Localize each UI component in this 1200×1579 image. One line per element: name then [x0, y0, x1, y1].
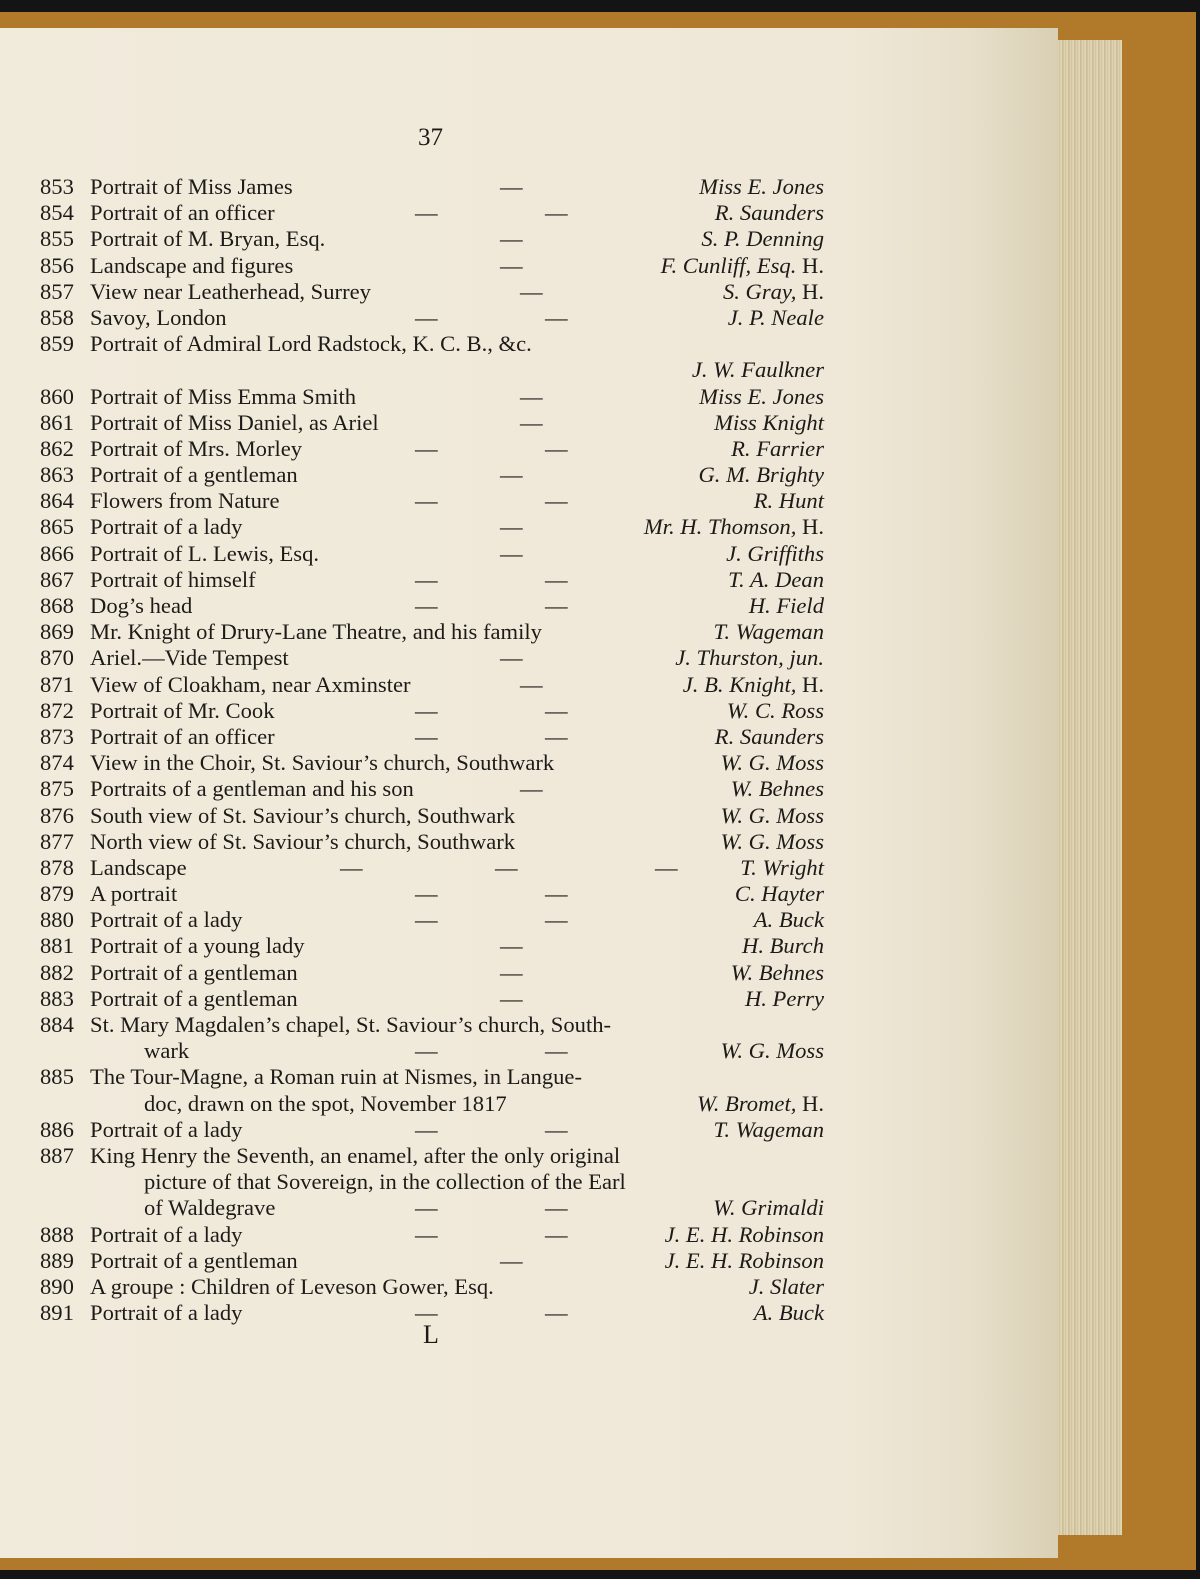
- entry-title: View of Cloakham, near Axminster: [90, 671, 411, 697]
- entry-number: 854: [40, 200, 74, 226]
- dash-separator: —: [545, 1116, 568, 1142]
- entry-title: Portrait of L. Lewis, Esq.: [90, 540, 320, 566]
- dash-separator: —: [500, 985, 523, 1011]
- dash-separator: —: [545, 1300, 568, 1326]
- dash-separator: —: [500, 174, 523, 199]
- entry-number: 871: [40, 671, 74, 697]
- entry-number: 883: [40, 985, 74, 1011]
- artist-name: W. Bromet,: [697, 1090, 797, 1116]
- entry-artist: [715, 200, 824, 226]
- entry-artist: [697, 1091, 824, 1117]
- artist-name: H. Perry: [744, 985, 824, 1011]
- dash-separator: —: [520, 671, 543, 697]
- entry-artist: [714, 1117, 824, 1143]
- catalogue-entry: [0, 279, 1058, 305]
- catalogue-entry: [0, 488, 1058, 514]
- dash-separator: —: [545, 1195, 568, 1221]
- entry-title: Portrait of a gentleman: [90, 959, 298, 985]
- entry-title: Portrait of a lady: [90, 1116, 243, 1142]
- entry-title: Portrait of a lady: [90, 907, 243, 933]
- artist-name: A. Buck: [753, 907, 824, 933]
- dash-separator: —: [495, 854, 518, 880]
- artist-name: J. B. Knight,: [682, 671, 797, 697]
- dash-separator: —: [415, 488, 438, 514]
- catalogue-entry: [0, 1300, 1058, 1326]
- entry-title: Savoy, London: [90, 304, 227, 330]
- entry-title: of Waldegrave: [144, 1195, 276, 1221]
- dash-separator: —: [415, 593, 438, 618]
- catalogue-entry: [0, 750, 1058, 776]
- entry-number: 873: [40, 723, 74, 749]
- dash-separator: —: [415, 304, 438, 330]
- dash-separator: —: [415, 1300, 438, 1326]
- entry-number: 877: [40, 828, 74, 854]
- catalogue-entry: [0, 829, 1058, 855]
- entry-title: Portraits of a gentleman and his son: [90, 776, 414, 802]
- dash-separator: —: [520, 409, 543, 435]
- entry-number: 859: [40, 331, 74, 357]
- artist-name: H. Burch: [742, 933, 824, 959]
- entry-title: North view of St. Saviour’s church, Southwark: [90, 828, 516, 854]
- entry-artist: [699, 174, 824, 200]
- signature-mark: L: [423, 1320, 439, 1349]
- catalogue-entry: [0, 1012, 1058, 1038]
- entry-artist: [723, 279, 824, 305]
- dash-separator: —: [520, 278, 543, 304]
- catalogue-entry: [0, 331, 1058, 357]
- catalogue-entry: [0, 567, 1058, 593]
- entry-title: Mr. Knight of Drury-Lane Theatre, and his family: [90, 619, 542, 645]
- entry-title: Portrait of Miss Emma Smith: [90, 383, 357, 409]
- entry-number: 887: [40, 1142, 74, 1168]
- artist-name: J. Slater: [748, 1273, 824, 1299]
- artist-name: T. Wright: [740, 854, 824, 880]
- entry-number: 885: [40, 1064, 74, 1090]
- entry-title: Portrait of M. Bryan, Esq.: [90, 226, 326, 252]
- catalogue-entry: [0, 541, 1058, 567]
- entry-number: 890: [40, 1273, 74, 1299]
- entry-artist: [698, 462, 824, 488]
- entry-title: Portrait of a young lady: [90, 933, 305, 959]
- entry-artist: [701, 226, 824, 252]
- catalogue-entry: [0, 462, 1058, 488]
- entry-number: 853: [40, 174, 74, 199]
- artist-name: J. Thurston, jun.: [675, 645, 824, 671]
- entry-artist: [714, 410, 824, 436]
- catalogue-entry: [0, 803, 1058, 829]
- entry-number: 866: [40, 540, 74, 566]
- catalogue-entry: [0, 1274, 1058, 1300]
- artist-name: J. E. H. Robinson: [664, 1221, 824, 1247]
- catalogue-entry: [0, 1195, 1058, 1221]
- entry-artist: [665, 1222, 824, 1248]
- catalogue-entry: [0, 514, 1058, 540]
- dash-separator: —: [545, 1038, 568, 1064]
- catalogue-entry: [0, 410, 1058, 436]
- catalogue-entry: [0, 593, 1058, 619]
- catalogue-entry: [0, 1117, 1058, 1143]
- catalogue-entry: [0, 619, 1058, 645]
- dash-separator: —: [545, 907, 568, 933]
- entry-title: Ariel.—Vide Tempest: [90, 645, 289, 671]
- entry-number: 875: [40, 776, 74, 802]
- catalogue-entry: [0, 672, 1058, 698]
- artist-name: W. Behnes: [730, 959, 824, 985]
- entry-title: Landscape: [90, 854, 187, 880]
- entry-number: 889: [40, 1247, 74, 1273]
- entry-title: Portrait of Miss James: [90, 174, 293, 199]
- artist-name: Miss E. Jones: [699, 174, 824, 199]
- entry-number: 857: [40, 278, 74, 304]
- artist-name: S. Gray,: [722, 278, 797, 304]
- catalogue-entry: [0, 724, 1058, 750]
- artist-name: J. W. Faulkner: [691, 357, 824, 383]
- entry-title: Portrait of Mr. Cook: [90, 697, 275, 723]
- entry-number: 882: [40, 959, 74, 985]
- entry-title: Portrait of Mrs. Morley: [90, 435, 303, 461]
- dash-separator: —: [500, 252, 523, 278]
- artist-name: W. G. Moss: [720, 1038, 824, 1064]
- dash-separator: —: [415, 697, 438, 723]
- entry-title: picture of that Sovereign, in the collection of the Earl: [144, 1169, 626, 1195]
- entry-artist: [731, 960, 824, 986]
- dash-separator: —: [520, 383, 543, 409]
- catalogue-list: [0, 174, 1058, 1326]
- catalogue-entry: [0, 855, 1058, 881]
- artist-name: T. A. Dean: [728, 566, 824, 592]
- entry-number: 863: [40, 462, 74, 488]
- dash-separator: —: [415, 1038, 438, 1064]
- entry-title: View near Leatherhead, Surrey: [90, 278, 371, 304]
- entry-number: 888: [40, 1221, 74, 1247]
- entry-artist: [683, 672, 824, 698]
- dash-separator: —: [415, 435, 438, 461]
- catalogue-entry: [0, 305, 1058, 331]
- dash-separator: —: [500, 645, 523, 671]
- catalogue-entry: [0, 174, 1058, 200]
- entry-artist: [721, 750, 824, 776]
- entry-title: A groupe : Children of Leveson Gower, Esq.: [90, 1273, 494, 1299]
- dash-separator: —: [500, 933, 523, 959]
- entry-number: 879: [40, 881, 74, 907]
- entry-number: 874: [40, 750, 74, 776]
- artist-name: G. M. Brighty: [698, 462, 824, 488]
- catalogue-entry: [0, 384, 1058, 410]
- catalogue-entry: [0, 1169, 1058, 1195]
- dash-separator: —: [415, 566, 438, 592]
- entry-artist: [721, 1038, 824, 1064]
- catalogue-entry: [0, 776, 1058, 802]
- dash-separator: —: [545, 697, 568, 723]
- entry-artist: [692, 357, 824, 383]
- entry-title: Portrait of a lady: [90, 1221, 243, 1247]
- entry-title: Portrait of an officer: [90, 200, 275, 226]
- entry-title: Portrait of Miss Daniel, as Ariel: [90, 409, 379, 435]
- catalogue-entry: [0, 1064, 1058, 1090]
- entry-number: 881: [40, 933, 74, 959]
- dash-separator: —: [545, 488, 568, 514]
- entry-title: Portrait of a lady: [90, 514, 243, 540]
- dash-separator: —: [500, 462, 523, 488]
- entry-artist: [731, 436, 824, 462]
- entry-number: 864: [40, 488, 74, 514]
- entry-title: Flowers from Nature: [90, 488, 280, 514]
- catalogue-entry: [0, 1038, 1058, 1064]
- entry-artist: [721, 829, 824, 855]
- entry-title: Portrait of a gentleman: [90, 462, 298, 488]
- dash-separator: —: [655, 854, 678, 880]
- catalogue-entry: [0, 960, 1058, 986]
- dash-separator: —: [415, 881, 438, 907]
- catalogue-entry: [0, 645, 1058, 671]
- entry-artist: [661, 253, 824, 279]
- entry-title: South view of St. Saviour’s church, Southwark: [90, 802, 516, 828]
- artist-name: R. Saunders: [714, 723, 824, 749]
- catalogue-entry: [0, 1143, 1058, 1169]
- entry-number: 884: [40, 1012, 74, 1037]
- dash-separator: —: [545, 723, 568, 749]
- artist-name: W. Grimaldi: [713, 1195, 824, 1221]
- honorary-mark: H.: [802, 1090, 824, 1116]
- entry-title: Landscape and figures: [90, 252, 294, 278]
- entry-artist: [745, 986, 824, 1012]
- dash-separator: —: [500, 1247, 523, 1273]
- honorary-mark: H.: [802, 671, 824, 697]
- entry-artist: [699, 384, 824, 410]
- artist-name: T. Wageman: [713, 1116, 824, 1142]
- dash-separator: —: [545, 200, 568, 226]
- entry-artist: [728, 567, 824, 593]
- entry-title: Dog’s head: [90, 593, 193, 618]
- dash-separator: —: [500, 540, 523, 566]
- entry-artist: [749, 1274, 824, 1300]
- entry-artist: [713, 1195, 824, 1221]
- catalogue-entry: [0, 357, 1058, 383]
- catalogue-entry: [0, 698, 1058, 724]
- entry-title: Portrait of Admiral Lord Radstock, K. C. B., &c.: [90, 331, 532, 357]
- dash-separator: —: [415, 907, 438, 933]
- entry-artist: [721, 803, 824, 829]
- dash-separator: —: [500, 226, 523, 252]
- entry-title: King Henry the Seventh, an enamel, after the only original: [90, 1142, 621, 1168]
- artist-name: J. P. Neale: [727, 304, 824, 330]
- entry-number: 861: [40, 409, 74, 435]
- entry-number: 860: [40, 383, 74, 409]
- dash-separator: —: [415, 1221, 438, 1247]
- entry-artist: [749, 593, 824, 619]
- page-number: 37: [418, 124, 443, 151]
- entry-artist: [726, 541, 824, 567]
- entry-number: 878: [40, 854, 74, 880]
- catalogue-entry: [0, 933, 1058, 959]
- entry-artist: [754, 488, 824, 514]
- entry-number: 880: [40, 907, 74, 933]
- entry-title: St. Mary Magdalen’s chapel, St. Saviour’s church, South-: [90, 1012, 612, 1037]
- entry-number: 867: [40, 566, 74, 592]
- dash-separator: —: [545, 435, 568, 461]
- catalogue-entry: [0, 200, 1058, 226]
- entry-title: A portrait: [90, 881, 178, 907]
- dash-separator: —: [545, 881, 568, 907]
- entry-artist: [665, 1248, 824, 1274]
- catalogue-entry: [0, 1248, 1058, 1274]
- artist-name: Miss Knight: [714, 409, 824, 435]
- artist-name: W. G. Moss: [720, 802, 824, 828]
- artist-name: Miss E. Jones: [699, 383, 824, 409]
- entry-title: Portrait of an officer: [90, 723, 275, 749]
- entry-number: 865: [40, 514, 74, 540]
- artist-name: H. Field: [748, 593, 824, 618]
- artist-name: T. Wageman: [713, 619, 824, 645]
- artist-name: W. G. Moss: [720, 828, 824, 854]
- dash-separator: —: [415, 200, 438, 226]
- entry-artist: [715, 724, 824, 750]
- entry-title: The Tour-Magne, a Roman ruin at Nismes, in Langue-: [90, 1064, 582, 1090]
- dash-separator: —: [545, 566, 568, 592]
- artist-name: W. G. Moss: [720, 750, 824, 776]
- catalogue-page: [0, 28, 1058, 1558]
- dash-separator: —: [545, 1221, 568, 1247]
- dash-separator: —: [415, 1195, 438, 1221]
- dash-separator: —: [340, 854, 363, 880]
- catalogue-entry: [0, 226, 1058, 252]
- dash-separator: —: [500, 959, 523, 985]
- catalogue-entry: [0, 881, 1058, 907]
- entry-number: 870: [40, 645, 74, 671]
- entry-artist: [754, 907, 824, 933]
- honorary-mark: H.: [802, 278, 824, 304]
- entry-artist: [754, 1300, 824, 1326]
- catalogue-entry: [0, 253, 1058, 279]
- entry-artist: [727, 698, 824, 724]
- entry-artist: [675, 645, 824, 671]
- entry-number: 869: [40, 619, 74, 645]
- entry-title: Portrait of a gentleman: [90, 1247, 298, 1273]
- entry-number: 876: [40, 802, 74, 828]
- catalogue-entry: [0, 1091, 1058, 1117]
- entry-artist: [714, 619, 824, 645]
- artist-name: J. Griffiths: [726, 540, 824, 566]
- artist-name: F. Cunliff, Esq.: [660, 252, 797, 278]
- entry-artist: [728, 305, 824, 331]
- entry-title: wark: [144, 1038, 190, 1064]
- entry-title: Portrait of a lady: [90, 1300, 243, 1326]
- dash-separator: —: [545, 304, 568, 330]
- honorary-mark: H.: [802, 514, 824, 540]
- dash-separator: —: [520, 776, 543, 802]
- artist-name: R. Saunders: [714, 200, 824, 226]
- catalogue-entry: [0, 986, 1058, 1012]
- artist-name: A. Buck: [753, 1300, 824, 1326]
- entry-title: View in the Choir, St. Saviour’s church, Southwark: [90, 750, 555, 776]
- dash-separator: —: [545, 593, 568, 618]
- catalogue-entry: [0, 907, 1058, 933]
- artist-name: R. Farrier: [731, 435, 824, 461]
- entry-title: doc, drawn on the spot, November 1817: [144, 1090, 507, 1116]
- entry-number: 868: [40, 593, 74, 618]
- artist-name: W. C. Ross: [726, 697, 824, 723]
- catalogue-entry: [0, 436, 1058, 462]
- entry-title: Portrait of a gentleman: [90, 985, 298, 1011]
- honorary-mark: H.: [802, 252, 824, 278]
- entry-number: 862: [40, 435, 74, 461]
- entry-artist: [742, 933, 824, 959]
- artist-name: S. P. Denning: [701, 226, 824, 252]
- entry-title: Portrait of himself: [90, 566, 256, 592]
- artist-name: R. Hunt: [753, 488, 824, 514]
- entry-artist: [740, 855, 824, 881]
- entry-number: 856: [40, 252, 74, 278]
- catalogue-entry: [0, 1222, 1058, 1248]
- entry-artist: [735, 881, 824, 907]
- artist-name: J. E. H. Robinson: [664, 1247, 824, 1273]
- entry-artist: [644, 514, 824, 540]
- artist-name: W. Behnes: [730, 776, 824, 802]
- entry-artist: [731, 776, 824, 802]
- artist-name: C. Hayter: [734, 881, 824, 907]
- dash-separator: —: [500, 514, 523, 540]
- entry-number: 886: [40, 1116, 74, 1142]
- entry-number: 891: [40, 1300, 74, 1326]
- dash-separator: —: [415, 1116, 438, 1142]
- entry-number: 858: [40, 304, 74, 330]
- dash-separator: —: [415, 723, 438, 749]
- artist-name: Mr. H. Thomson,: [643, 514, 797, 540]
- entry-number: 872: [40, 697, 74, 723]
- entry-number: 855: [40, 226, 74, 252]
